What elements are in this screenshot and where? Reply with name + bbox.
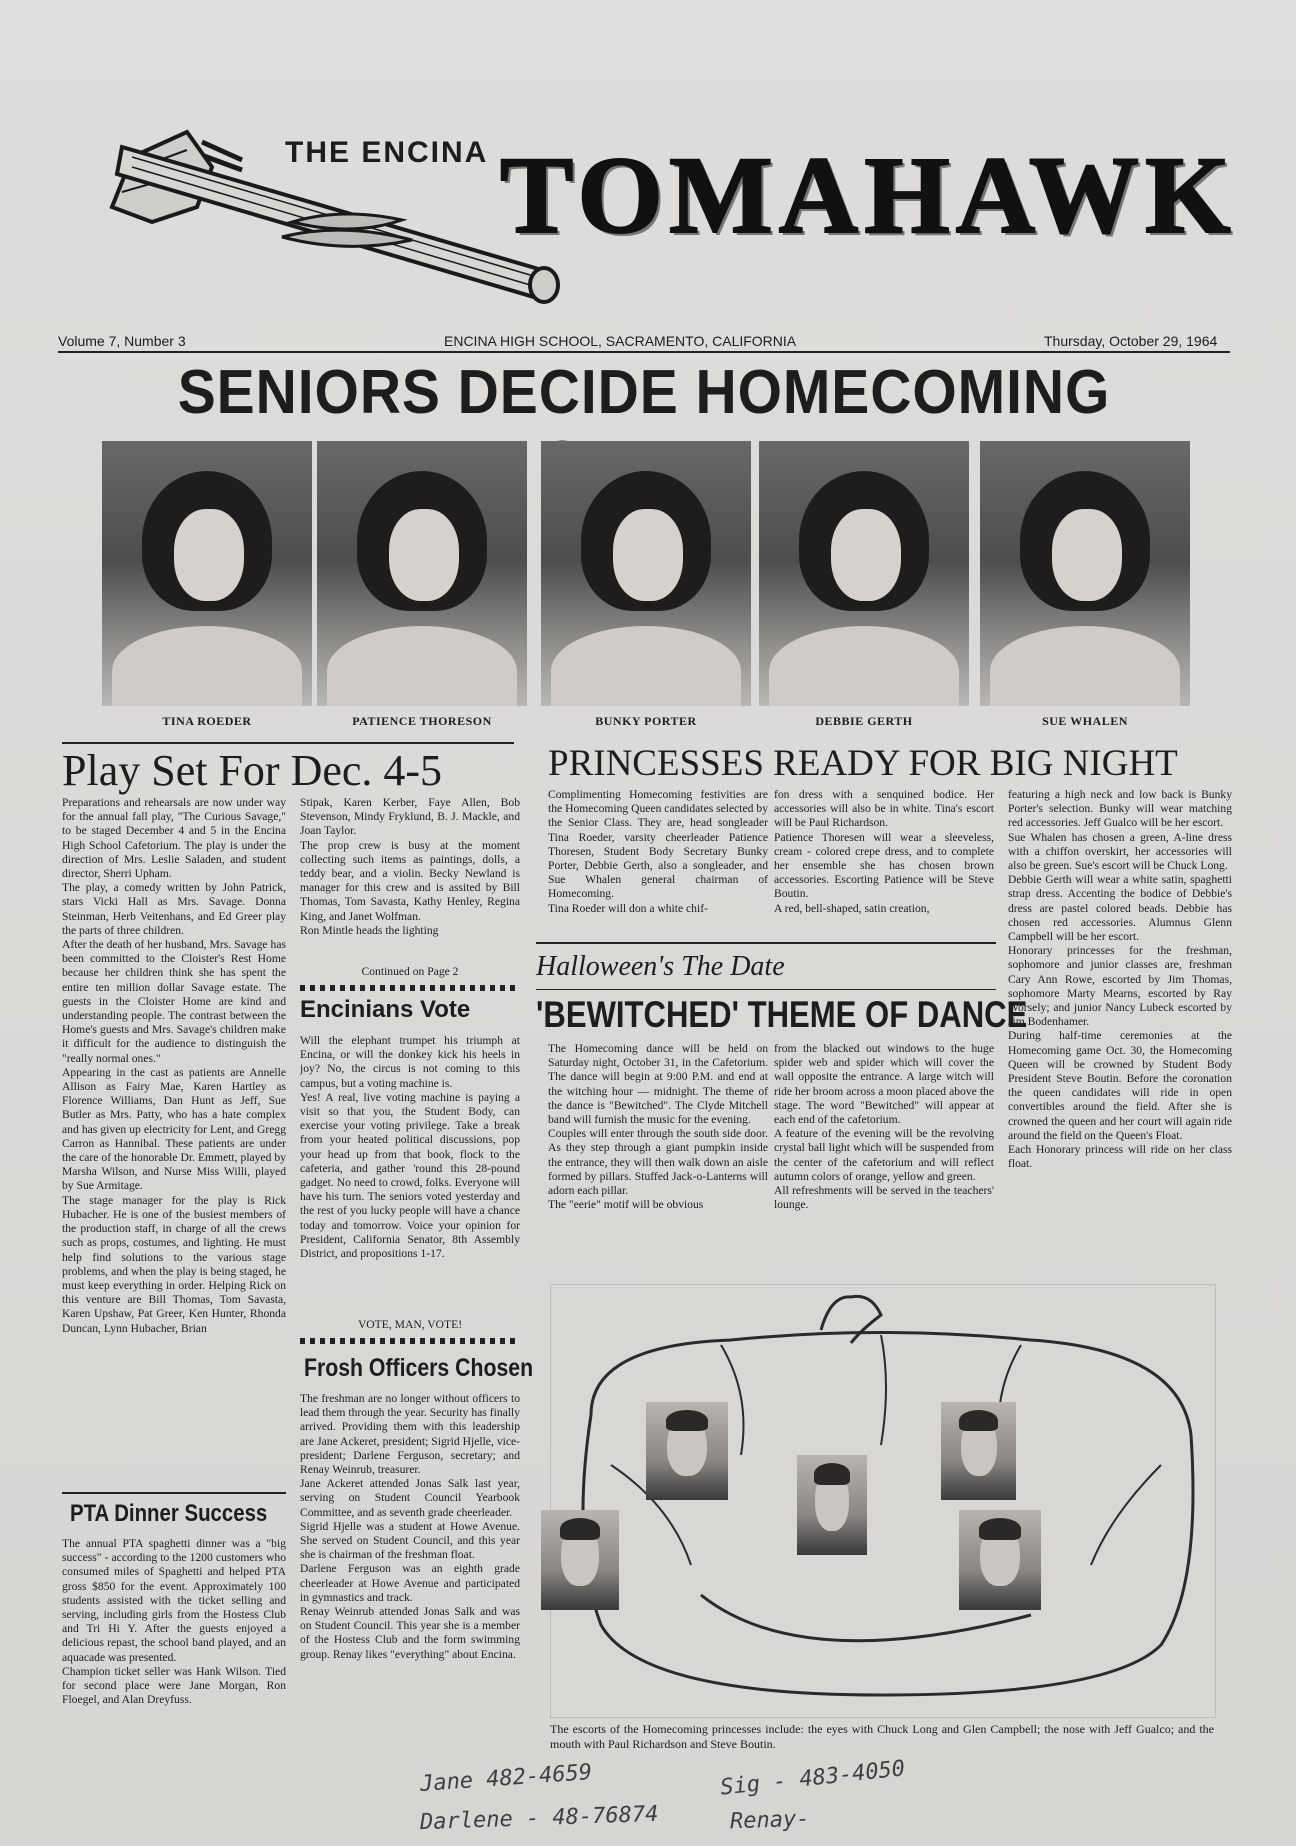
candidate-photo [102, 441, 312, 706]
handwritten-note-sig: Sig - 483-4050 [719, 1756, 907, 1801]
main-headline: SENIORS DECIDE HOMECOMING [177, 358, 1111, 427]
dance-body-col1: The Homecoming dance will be held on Saturday night, October 31, in the Cafetorium. The dance will begin at 9:00 P.M. and end at the witching hour — midnight. The theme of the dance is "Bewitched". The Clyde Mitchell band will furnish the music for the evening. Couples will enter through the south side door. As they step through a giant pumpkin inside the entrance, they will then walk down an aisle formed by pillars. Stuffed Jack-o-Lanterns will adorn each pillar. The "eerie" motif will be obvious [548, 1042, 768, 1212]
escorts-caption: The escorts of the Homecoming princesses include: the eyes with Chuck Long and Glen Campbell; the nose with Jeff Gualco; and the mouth with Paul Richardson and Steve Boutin. [550, 1722, 1214, 1751]
masthead-title: TOMAHAWK [500, 134, 1237, 256]
masthead-kicker: THE ENCINA [285, 136, 489, 169]
candidate-photo [317, 441, 527, 706]
folio-rule [58, 351, 1230, 353]
play-body-col2: Stipak, Karen Kerber, Faye Allen, Bob Stevenson, Mindy Fryklund, B. J. Mackle, and Joan Taylor. The prop crew is busy at the moment collecting such items as paintings, dolls, a teddy bear, and a violin. Becky Newland is manager for this crew and is assited by Bill Thomas, Tom Savasta, Kathy Henley, Regina King, and Janet Wolfman. Ron Mintle heads the lighting [300, 796, 520, 937]
candidate-photo [759, 441, 969, 706]
checker-rule [300, 985, 520, 991]
dance-kicker-rule [536, 989, 996, 990]
escort-photo [797, 1455, 867, 1555]
dance-headline: 'BEWITCHED' THEME OF DANCE [536, 994, 1028, 1035]
play-headline: Play Set For Dec. 4-5 [62, 746, 443, 795]
pta-top-rule [62, 1492, 286, 1494]
pumpkin-drawing [551, 1285, 1215, 1717]
princess-body-col2: fon dress with a senquined bodice. Her accessories will also be in white. Tina's escort will be Paul Richardson. Patience Thoresen will wear a sleeveless, cream - colored crepe dress, and to complete her ensemble she has chosen brown accessories. Escorting Patience will be Steve Boutin. A red, bell-shaped, satin creation, [774, 788, 994, 915]
escort-photo [646, 1402, 728, 1500]
candidate-caption: PATIENCE THORESON [352, 714, 492, 728]
issue-date: Thursday, October 29, 1964 [1044, 333, 1218, 349]
vote-body: Will the elephant trumpet his triumph at Encina, or will the donkey kick his heels in joy? No, the circus is not coming to this campus, but a voting machine is. Yes! A real, live voting machine is paying a visit so that you, the Student Body, can exercise your voting privilege. Take a break from your heated political discussions, pop your head up from that book, flock to the cafeteria, and gather 'round this 28-pound gadget. No need to crowd, folks. Everyone will have his turn. The seniors voted yesterday and the rest of you lucky people will have a chance today and tomorrow. Voice your opinion for President, California Senator, 8th Assembly District, and propositions 1-17. [300, 1034, 520, 1261]
vote-headline: Encinians Vote [300, 996, 471, 1023]
handwritten-note-renay: Renay- [729, 1806, 810, 1835]
escort-photo [541, 1510, 619, 1610]
school-name: ENCINA HIGH SCHOOL, SACRAMENTO, CALIFORNIA [444, 333, 797, 349]
volume-number: Volume 7, Number 3 [58, 333, 186, 349]
checker-rule [300, 1338, 520, 1344]
princess-body-col1: Complimenting Homecoming festivities are the Homecoming Queen candidates selected by the Senior Class. They are, head songleader Tina Roeder, varsity cheerleader Patience Thoresen, Student Body Secretary Bunky Porter, Debbie Gerth, also a songleader, and Sue Whalen general chairman of Homecoming. Tina Roeder will don a white chif- [548, 788, 768, 915]
princess-headline: PRINCESSES READY FOR BIG NIGHT [548, 743, 1178, 784]
princess-bottom-rule [536, 942, 996, 944]
vote-closer: VOTE, MAN, VOTE! [357, 1318, 463, 1331]
candidate-photo [541, 441, 751, 706]
princess-body-col3: featuring a high neck and low back is Bunky Porter's selection. Bunky will wear matching red accessories. Jeff Gualco will be her escort. Sue Whalen has chosen a green, A-line dress with a chiffon overskirt, her accessories will also be green. Sue's escort will be Chuck Long. Debbie Gerth will wear a white satin, spaghetti strap dress. Accenting the bodice of Debbie's dress are pastel colored beads. Debbie has chosen red accessories. Alumnus Glenn Campbell will be her escort. Honorary princesses for the freshman, sophomore and junior classes are, freshman Cary Ann Rowe, escorted by Jim Thomas, sophomore Marty Mearns, escorted by Ray Worsely; and junior Nancy Lubeck escorted by Jim Bodenhamer. During half-time ceremonies at the Homecoming game Oct. 30, the Homecoming Queen will be crowned by Student Body President Steve Boutin. Before the coronation the queen candidates will ride in open convertibles around the field. After she is crowned the queen and her court will again ride around the field on the Queen's Float. Each Honorary princess will ride on her class float. [1008, 788, 1232, 1171]
candidate-caption: DEBBIE GERTH [815, 714, 913, 728]
escort-photo [941, 1402, 1016, 1500]
candidate-caption: TINA ROEDER [162, 714, 252, 728]
play-continued: Continued on Page 2 [361, 965, 459, 978]
handwritten-note-darlene: Darlene - 48-76874 [419, 1801, 659, 1836]
play-body-col1: Preparations and rehearsals are now under way for the annual fall play, "The Curious Savage," to be staged December 4 and 5 in the Encina High School Cafetorium. The play is under the direction of Mrs. Leslie Saladen, and student director, Sherri Upham. The play, a comedy written by John Patrick, stars Vicki Hall as Mrs. Savage. Donna Steinman, Herb Veitenhans, and Ed Greer play the parts of three children. After the death of her husband, Mrs. Savage has been committed to the Cloister's Rest Home because her children think she has spent the entire ten million dollar Savage estate. The guests in the Cloister Home are kind and understanding people. The contrast between the Home's guests and Mrs. Savage's children make it difficult for the audience to distinguish the "really normal ones." Appearing in the cast as patients are Annelle Allison as Fairy Mae, Karen Hartley as Florence Williams, Dan Hunt as Jeff, Sue Butler as Mrs. Patty, who has a hate complex and has given up electricity for Lent, and Gregg Carron as Hannibal. These patients are under the care of the honorable Dr. Emmett, played by Marsha Wilson, and Nurse Miss Willi, played by Sue Armitage. The stage manager for the play is Rick Hubacher. He is one of the busiest members of the production staff, in charge of all the crews such as props, costumes, and lighting. He must help find solutions to the various stage problems, and when the play is being staged, he must keep everything in order. Helping Rick on this venture are Bill Thomas, Tom Savasta, Karen Upshaw, Pat Greer, Ken Hunter, Rhonda Duncan, Lynn Hubacher, Brian [62, 796, 286, 1335]
escorts-pumpkin-photo [550, 1284, 1216, 1718]
candidate-caption: BUNKY PORTER [595, 714, 697, 728]
play-top-rule [62, 742, 514, 744]
dance-kicker: Halloween's The Date [536, 951, 785, 982]
dance-body-col2: from the blacked out windows to the huge spider web and spider which will cover the wall opposite the entrance. A large witch will ride her broom across a moon placed above the stage. The word "Bewitched" will appear at each end of the cafetorium. A feature of the evening will be the revolving crystal ball light which will be suspended from the center of the cafetorium and will reflect autumn colors of orange, yellow and green. All refreshments will be served in the teachers' lounge. [774, 1042, 994, 1212]
frosh-body: The freshman are no longer without officers to lead them through the year. Security has finally arrived. Providing them with this leadership are Jane Ackeret, president; Sigrid Hjelle, vice-president; Darlene Ferguson, secretary; and Renay Weinrub, treasurer. Jane Ackeret attended Jonas Salk last year, serving on Student Council Yearbook Committee, and as seventh grade cheerleader. Sigrid Hjelle was a student at Howe Avenue. She served on Student Council, and this year she is chairman of the freshman float. Darlene Ferguson was an eighth grade cheerleader at Howe Avenue and participated in gymnastics and track. Renay Weinrub attended Jonas Salk and was on Student Council. This year she is a member of the Hostess Club and the form swimming group. Renay likes "everything" about Encina. [300, 1392, 520, 1661]
escort-photo [959, 1510, 1041, 1610]
pta-headline: PTA Dinner Success [70, 1500, 268, 1527]
candidate-photo [980, 441, 1190, 706]
handwritten-note-jane: Jane 482-4659 [419, 1760, 593, 1797]
candidate-caption: SUE WHALEN [1042, 714, 1128, 728]
frosh-headline: Frosh Officers Chosen [304, 1354, 534, 1382]
pta-body: The annual PTA spaghetti dinner was a "big success" - according to the 1200 customers who consumed miles of Spaghetti and helped PTA gross $850 for the event. Approximately 100 students assisted with the ticket selling and serving, including girls from the Hostess Club and Tri Hi Y. After the guests enjoyed a delicious repast, the school band played, and an aquacade was presented. Champion ticket seller was Hank Wilson. Tied for second place were Jane Morgan, Ron Floegel, and Alan Dreyfuss. [62, 1537, 286, 1707]
